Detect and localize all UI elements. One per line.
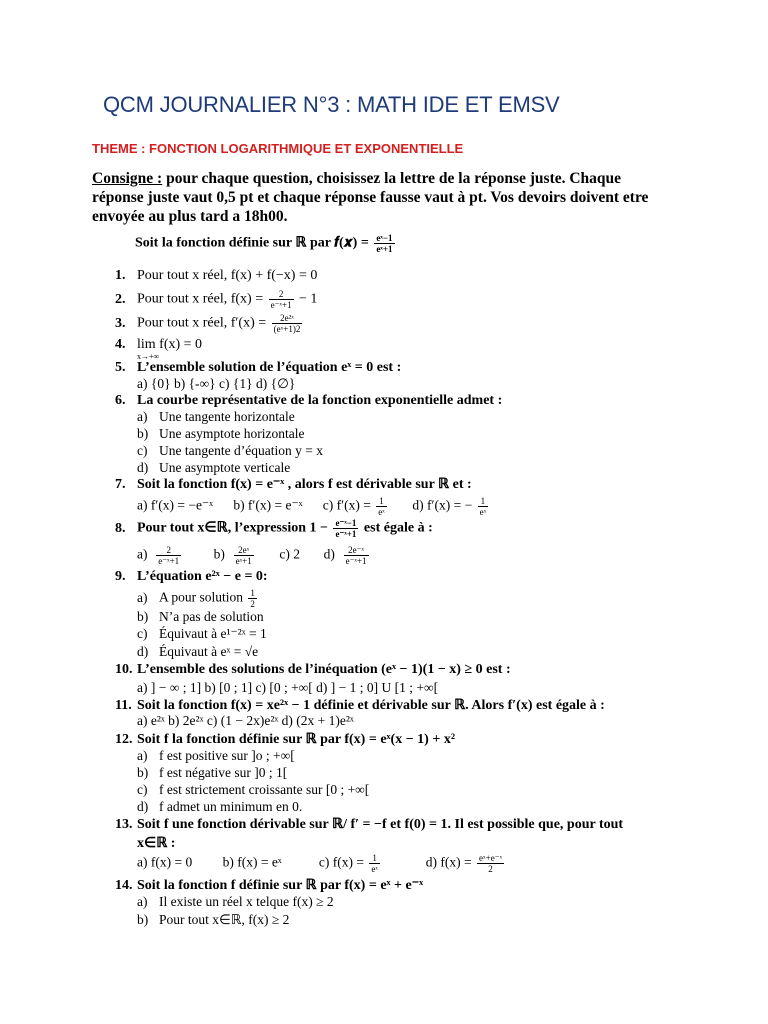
option-text: f est positive sur ]o ; +∞[ <box>159 748 295 763</box>
theme-heading: THEME : FONCTION LOGARITHMIQUE ET EXPONENTIELLE <box>92 141 464 156</box>
option-d-fraction <box>477 853 504 874</box>
definition-fraction <box>374 233 394 254</box>
option-a: a) f(x) = 0 <box>137 854 193 870</box>
question-11 <box>115 697 605 714</box>
option-letter: c) <box>137 443 148 458</box>
option-text: Équivaut à eˣ = √e <box>159 644 259 659</box>
instructions-label: Consigne : <box>92 170 163 187</box>
question-text: Soit la fonction f(x) = e⁻ˣ , alors f est dérivable sur ℝ et : <box>137 477 472 492</box>
option-b: b) f(x) = eˣ <box>222 854 282 870</box>
option-text: A pour solution <box>159 589 247 605</box>
question-number: 2. <box>115 291 126 307</box>
question-text: Pour tout x réel, f(x) = <box>137 291 267 307</box>
question-12 <box>115 731 455 748</box>
fraction-numerator: 2 <box>269 289 294 300</box>
question-text: Soit la fonction f(x) = xe²ˣ − 1 définie et dérivable sur ℝ. Alors f′(x) est égale à : <box>137 698 605 713</box>
question-fraction <box>333 518 358 539</box>
question-7 <box>115 476 472 493</box>
question-9-option-b <box>137 609 264 625</box>
option-letter: d) <box>137 460 149 475</box>
question-12-option-d <box>137 799 302 815</box>
question-7-options <box>137 496 490 517</box>
question-13-options <box>137 853 506 874</box>
question-text: Pour tout x réel, f(x) + f(−x) = 0 <box>137 268 318 283</box>
option-b: b) f′(x) = e⁻ˣ <box>233 497 303 513</box>
question-number: 7. <box>115 477 126 492</box>
question-text: lim f(x) = 0 <box>137 337 203 352</box>
option-a: a) <box>137 546 148 562</box>
question-13 <box>115 816 623 833</box>
question-11-options: a) e²ˣ b) 2e²ˣ c) (1 − 2x)e²ˣ d) (2x + 1)e²ˣ <box>137 713 354 728</box>
option-text: Équivaut à e¹⁻²ˣ = 1 <box>159 626 267 641</box>
question-number: 6. <box>115 393 126 408</box>
function-definition <box>135 233 397 254</box>
question-6-option-d <box>137 460 290 476</box>
question-number: 1. <box>115 268 126 283</box>
fraction-denominator: eˣ+1 <box>376 244 393 254</box>
option-text: f est strictement croissante sur [0 ; +∞[ <box>159 782 370 797</box>
option-text: f admet un minimum en 0. <box>159 799 303 814</box>
fraction-numerator: 2eˣ <box>234 545 254 556</box>
option-text: Il existe un réel x telque f(x) ≥ 2 <box>159 894 334 909</box>
option-a-fraction <box>156 545 181 566</box>
question-number: 8. <box>115 520 126 536</box>
question-number: 14. <box>115 878 133 893</box>
question-number: 11. <box>115 698 132 713</box>
fraction-denominator: 2 <box>250 599 255 609</box>
fraction-numerator: 2e⁻ˣ <box>344 545 369 556</box>
fraction-denominator: eˣ+1 <box>235 556 252 566</box>
question-5 <box>115 360 401 376</box>
fraction-denominator: eˣ <box>479 507 487 517</box>
option-c: c) f′(x) = <box>322 497 375 513</box>
fraction-denominator: 2 <box>488 864 493 874</box>
option-letter: d) <box>137 799 149 814</box>
question-text-end: est égale à : <box>360 520 433 536</box>
option-text: Une asymptote horizontale <box>159 426 305 441</box>
question-14-option-a <box>137 894 334 910</box>
option-letter: b) <box>137 426 149 441</box>
fraction-numerator: 1 <box>369 853 380 864</box>
question-13-continued: x∈ℝ : <box>137 836 176 851</box>
question-6-option-b <box>137 426 304 442</box>
question-text: L’équation e²ˣ − e = 0: <box>137 569 268 584</box>
option-d: d) <box>323 546 335 562</box>
fraction-denominator: e⁻ˣ+1 <box>335 529 357 539</box>
fraction-numerator: eˣ−1 <box>376 233 393 243</box>
fraction-numerator: 1 <box>376 496 387 507</box>
question-number: 10. <box>115 662 133 677</box>
option-letter: a) <box>137 748 148 763</box>
option-letter: c) <box>137 782 148 797</box>
option-d: d) f(x) = <box>425 854 476 870</box>
question-text: L’ensemble des solutions de l’inéquation (eˣ − 1)(1 − x) ≥ 0 est : <box>137 662 511 677</box>
question-1 <box>115 268 317 284</box>
instructions <box>92 169 672 226</box>
question-3 <box>115 313 304 334</box>
question-10-options: a) ] − ∞ ; 1] b) [0 ; 1] c) [0 ; +∞[ d) ] − 1 ; 0] U [1 ; +∞[ <box>137 680 439 695</box>
question-number: 12. <box>115 732 133 747</box>
question-2 <box>115 289 317 310</box>
question-5-options: a) {0} b) {-∞} c) {1} d) {∅} <box>137 376 296 391</box>
question-9-option-a <box>137 588 259 609</box>
question-fraction <box>272 313 303 334</box>
question-9 <box>115 569 268 585</box>
question-6-option-c <box>137 443 323 459</box>
instructions-text: pour chaque question, choisissez la lettre de la réponse juste. Chaque réponse juste vaut 0,5 pt et chaque réponse fausse vaut à pt. Vos devoirs doivent etre envoyée au plus tard a 18h00. <box>92 170 649 225</box>
option-letter: a) <box>137 894 148 909</box>
fraction-numerator: e⁻ˣ−1 <box>335 518 357 528</box>
fraction-denominator: (eˣ+1)2 <box>273 324 301 334</box>
question-12-option-b <box>137 765 287 781</box>
option-d-fraction <box>478 496 489 517</box>
option-letter: a) <box>137 409 148 424</box>
fraction-numerator: 2 <box>156 545 181 556</box>
option-text: Pour tout x∈ℝ, f(x) ≥ 2 <box>159 912 290 927</box>
option-text: Une tangente d’équation y = x <box>159 443 323 458</box>
limit-subscript: x→+∞ <box>137 352 160 361</box>
fraction-denominator: e⁻ˣ+1 <box>270 300 292 310</box>
question-4 <box>115 337 202 353</box>
fraction-numerator: 1 <box>250 588 255 598</box>
question-12-option-c <box>137 782 369 798</box>
question-text: Soit f une fonction dérivable sur ℝ/ f′ = −f et f(0) = 1. Il est possible que, pour tout <box>137 817 624 832</box>
question-9-option-d <box>137 644 258 660</box>
definition-text: Soit la fonction définie sur ℝ par 𝒇(𝒙) = <box>135 235 373 251</box>
option-text: f est négative sur ]0 ; 1[ <box>159 765 288 780</box>
question-6-option-a <box>137 409 295 425</box>
page-title: QCM JOURNALIER N°3 : MATH IDE ET EMSV <box>103 92 560 117</box>
question-number: 5. <box>115 360 126 375</box>
question-text: Soit la fonction f définie sur ℝ par f(x) = eˣ + e⁻ˣ <box>137 878 424 893</box>
question-14-option-b <box>137 912 289 928</box>
question-10 <box>115 662 511 678</box>
question-number: 4. <box>115 337 126 352</box>
question-12-option-a <box>137 748 295 764</box>
option-c: c) f(x) = <box>318 854 368 870</box>
option-d-fraction <box>344 545 369 566</box>
option-letter: b) <box>137 609 149 624</box>
question-number: 3. <box>115 315 126 331</box>
question-text: Soit f la fonction définie sur ℝ par f(x) = eˣ(x − 1) + x² <box>137 732 456 747</box>
question-8 <box>115 518 433 539</box>
question-number: 13. <box>115 817 133 832</box>
question-9-option-c <box>137 626 267 642</box>
option-letter: b) <box>137 765 149 780</box>
question-8-options <box>137 545 371 566</box>
fraction-denominator: e⁻ˣ+1 <box>345 556 367 566</box>
fraction-numerator: eˣ+e⁻ˣ <box>479 853 503 863</box>
option-fraction <box>248 588 257 609</box>
fraction-denominator: e⁻ˣ+1 <box>158 556 180 566</box>
fraction-numerator: 1 <box>478 496 489 507</box>
fraction-numerator: 2e²ˣ <box>272 313 303 324</box>
option-letter: b) <box>137 912 149 927</box>
option-text: Une tangente horizontale <box>159 409 295 424</box>
option-d: d) f′(x) = − <box>412 497 476 513</box>
option-a: a) f′(x) = −e⁻ˣ <box>137 497 214 513</box>
option-text: N’a pas de solution <box>159 609 264 624</box>
option-letter: d) <box>137 644 149 659</box>
question-number: 9. <box>115 569 126 584</box>
question-text-end: − 1 <box>295 291 318 307</box>
option-letter: c) <box>137 626 148 641</box>
option-b: b) <box>213 546 225 562</box>
option-c-fraction <box>376 496 387 517</box>
option-text: Une asymptote verticale <box>159 460 291 475</box>
option-c: c) 2 <box>279 546 300 562</box>
fraction-denominator: eˣ <box>371 864 378 874</box>
fraction-denominator: eˣ <box>378 507 385 517</box>
question-text: Pour tout x∈ℝ, l’expression 1 − <box>137 520 332 536</box>
option-letter: a) <box>137 589 148 605</box>
option-b-fraction <box>234 545 254 566</box>
question-text: La courbe représentative de la fonction exponentielle admet : <box>137 393 503 408</box>
question-14 <box>115 877 423 894</box>
question-fraction <box>269 289 294 310</box>
question-6 <box>115 393 502 409</box>
question-text: Pour tout x réel, f′(x) = <box>137 315 270 331</box>
option-c-fraction <box>369 853 380 874</box>
question-text: L’ensemble solution de l’équation eˣ = 0 est : <box>137 360 402 375</box>
